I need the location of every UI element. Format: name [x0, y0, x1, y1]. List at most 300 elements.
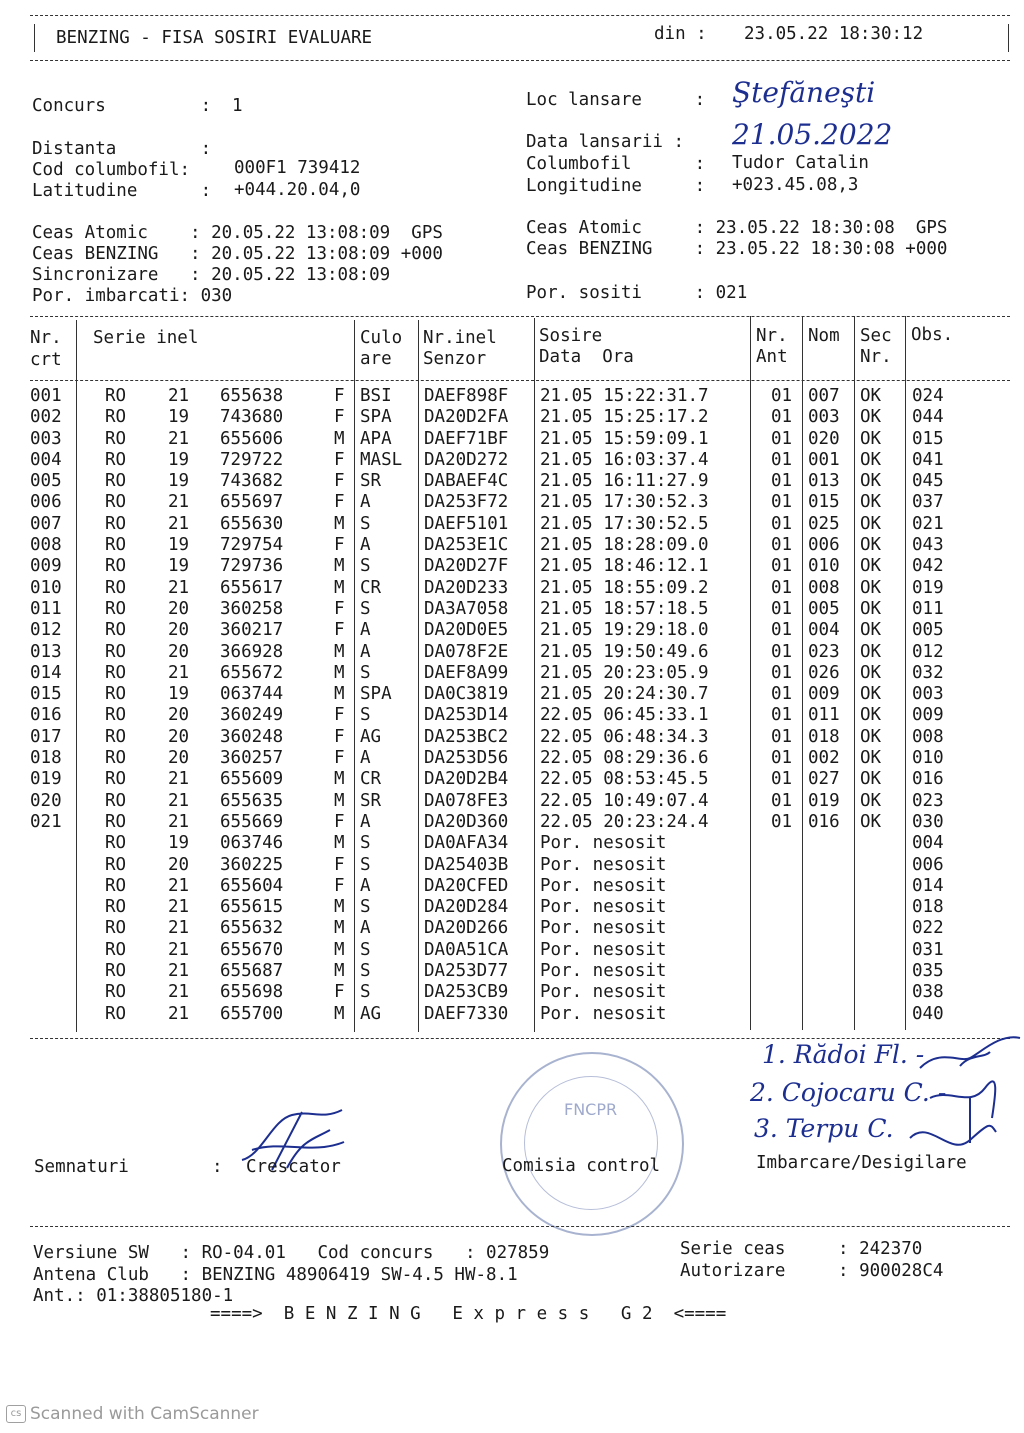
row-arrival: 21.05 19:50:49.6 [540, 641, 709, 662]
row-arrival: Por. nesosit [540, 854, 667, 875]
table-row [30, 471, 1020, 492]
row-antenna: 01 [771, 513, 793, 534]
row-color: A [360, 811, 371, 832]
row-ring: 360257 [220, 748, 284, 769]
row-nr: 011 [30, 598, 62, 619]
row-arrival: 21.05 18:57:18.5 [540, 598, 709, 619]
row-sex: F [334, 705, 345, 726]
row-nr: 014 [30, 662, 62, 683]
autorizare-line: Autorizare : 900028C4 [680, 1261, 944, 1281]
row-color: A [360, 641, 371, 662]
row-antenna: 01 [771, 492, 793, 513]
row-color: A [360, 875, 371, 896]
table-row [30, 492, 1020, 513]
row-sensor: DA20D284 [424, 897, 509, 918]
row-sex: F [334, 982, 345, 1003]
row-antenna: 01 [771, 535, 793, 556]
row-arrival: 21.05 15:22:31.7 [540, 386, 709, 406]
table-row [30, 876, 1020, 897]
row-color: S [360, 833, 371, 854]
row-arrival: 21.05 15:25:17.2 [540, 407, 709, 428]
row-arrival: 21.05 16:03:37.4 [540, 449, 709, 470]
row-sensor: DA25403B [424, 854, 509, 875]
row-year: 21 [168, 982, 190, 1003]
row-sex: F [334, 748, 345, 769]
row-obs: 031 [912, 939, 944, 960]
row-arrival: 22.05 08:29:36.6 [540, 748, 709, 769]
row-ring: 655635 [220, 790, 284, 811]
row-sex: M [334, 918, 345, 939]
row-sex: F [334, 535, 345, 556]
row-antenna: 01 [771, 577, 793, 598]
row-country: RO [105, 1003, 127, 1024]
document-title: BENZING - FISA SOSIRI EVALUARE [56, 28, 373, 48]
header-left-edge [34, 24, 35, 52]
row-arrival: Por. nesosit [540, 897, 667, 918]
table-row [30, 940, 1020, 961]
row-arrival: Por. nesosit [540, 918, 667, 939]
row-country: RO [105, 833, 127, 854]
row-sex: F [334, 620, 345, 641]
row-antenna: 01 [771, 641, 793, 662]
row-antenna: 01 [771, 790, 793, 811]
table-row [30, 812, 1020, 833]
table-row [30, 855, 1020, 876]
th-nr-1: Nr. [30, 328, 62, 348]
camscanner-icon: cs [6, 1405, 26, 1423]
row-country: RO [105, 556, 127, 577]
table-row [30, 407, 1020, 428]
camscanner-text: Scanned with CamScanner [30, 1404, 259, 1424]
row-year: 21 [168, 961, 190, 982]
row-arrival: 21.05 17:30:52.5 [540, 513, 709, 534]
row-arrival: 21.05 17:30:52.3 [540, 492, 709, 513]
row-ring: 729736 [220, 556, 284, 577]
por-imbarcati: Por. imbarcati: 030 [32, 286, 233, 306]
row-sex: F [334, 386, 345, 406]
row-ring: 729754 [220, 535, 284, 556]
row-color: SR [360, 790, 382, 811]
row-obs: 040 [912, 1003, 944, 1024]
row-country: RO [105, 577, 127, 598]
row-sensor: DAEF8A99 [424, 662, 509, 683]
row-year: 21 [168, 769, 190, 790]
row-year: 19 [168, 556, 190, 577]
table-row [30, 642, 1020, 663]
row-year: 20 [168, 641, 190, 662]
row-sex: M [334, 1003, 345, 1024]
row-country: RO [105, 790, 127, 811]
row-color: A [360, 492, 371, 513]
row-nr: 021 [30, 811, 62, 832]
row-sec: OK [860, 598, 882, 619]
row-sensor: DA20D2FA [424, 407, 509, 428]
row-sensor: DA0C3819 [424, 684, 509, 705]
table-row [30, 578, 1020, 599]
row-country: RO [105, 407, 127, 428]
row-sensor: DA078FE3 [424, 790, 509, 811]
row-nr: 007 [30, 513, 62, 534]
header-top-rule [30, 15, 1010, 16]
row-obs: 045 [912, 471, 944, 492]
row-sensor: DA20D27F [424, 556, 509, 577]
imbarcare-signature [900, 1028, 1024, 1168]
row-ring: 655698 [220, 982, 284, 1003]
row-sex: M [334, 769, 345, 790]
row-year: 21 [168, 897, 190, 918]
row-nr: 005 [30, 471, 62, 492]
row-obs: 018 [912, 897, 944, 918]
row-year: 20 [168, 726, 190, 747]
row-sex: M [334, 662, 345, 683]
row-ring: 360258 [220, 598, 284, 619]
row-color: S [360, 705, 371, 726]
row-country: RO [105, 875, 127, 896]
row-nr: 008 [30, 535, 62, 556]
row-year: 21 [168, 918, 190, 939]
handwritten-name-3: 3. Terpu C. [754, 1114, 894, 1143]
row-sec: OK [860, 577, 882, 598]
row-arrival: 21.05 16:11:27.9 [540, 471, 709, 492]
row-obs: 044 [912, 407, 944, 428]
th-culo-1: Culo [360, 328, 403, 348]
header-bottom-rule [30, 60, 1010, 61]
header-din-label: din : [654, 24, 707, 44]
row-nr: 018 [30, 748, 62, 769]
row-year: 21 [168, 428, 190, 449]
row-ring: 655697 [220, 492, 284, 513]
row-country: RO [105, 428, 127, 449]
row-sec: OK [860, 428, 882, 449]
row-sex: M [334, 961, 345, 982]
table-row [30, 1004, 1020, 1025]
table-row [30, 982, 1020, 1003]
table-row [30, 769, 1020, 790]
serie-ceas-line: Serie ceas : 242370 [680, 1239, 923, 1259]
th-ant-2: Ant [756, 347, 788, 367]
row-year: 19 [168, 535, 190, 556]
row-arrival: 21.05 18:28:09.0 [540, 535, 709, 556]
row-country: RO [105, 641, 127, 662]
row-color: S [360, 854, 371, 875]
row-year: 20 [168, 705, 190, 726]
table-row [30, 727, 1020, 748]
header-right-edge [1008, 24, 1009, 52]
row-color: S [360, 556, 371, 577]
row-year: 20 [168, 854, 190, 875]
row-country: RO [105, 726, 127, 747]
row-sensor: DAEF7330 [424, 1003, 509, 1024]
club-stamp-text: FNCPR [564, 1100, 618, 1119]
row-sensor: DA20D2B4 [424, 769, 509, 790]
columbofil-value: Tudor Catalin [732, 153, 869, 173]
row-country: RO [105, 535, 127, 556]
ceas-atomic-end: Ceas Atomic : 23.05.22 18:30:08 GPS [526, 218, 948, 238]
row-sec: OK [860, 620, 882, 641]
row-sec: OK [860, 769, 882, 790]
th-obs: Obs. [911, 325, 954, 345]
row-country: RO [105, 662, 127, 683]
th-sosire-1: Sosire [539, 326, 603, 346]
row-year: 21 [168, 939, 190, 960]
columbofil-label: Columbofil : [526, 154, 706, 174]
table-row [30, 663, 1020, 684]
row-sex: M [334, 513, 345, 534]
row-nr: 006 [30, 492, 62, 513]
row-obs: 008 [912, 726, 944, 747]
footer-rule [30, 1226, 1010, 1227]
row-sec: OK [860, 662, 882, 683]
row-nom: 015 [808, 492, 840, 513]
concurs-value: 1 [232, 96, 243, 116]
row-sensor: DA3A7058 [424, 598, 509, 619]
row-nr: 019 [30, 769, 62, 790]
table-row [30, 684, 1020, 705]
row-sec: OK [860, 641, 882, 662]
row-year: 20 [168, 748, 190, 769]
row-country: RO [105, 449, 127, 470]
row-country: RO [105, 620, 127, 641]
ceas-benzing-end: Ceas BENZING : 23.05.22 18:30:08 +000 [526, 239, 948, 259]
imbarcare-label: Imbarcare/Desigilare [756, 1153, 967, 1173]
row-antenna: 01 [771, 684, 793, 705]
row-sec: OK [860, 492, 882, 513]
row-color: A [360, 535, 371, 556]
row-arrival: Por. nesosit [540, 875, 667, 896]
row-ring: 655632 [220, 918, 284, 939]
row-nom: 020 [808, 428, 840, 449]
cod-columbofil-value: 000F1 739412 [234, 158, 361, 178]
row-arrival: 22.05 20:23:24.4 [540, 811, 709, 832]
row-nom: 025 [808, 513, 840, 534]
club-stamp-inner-ring [524, 1076, 658, 1210]
row-arrival: Por. nesosit [540, 1003, 667, 1024]
row-color: S [360, 662, 371, 683]
row-sensor: DA0A51CA [424, 939, 509, 960]
row-ring: 655615 [220, 897, 284, 918]
row-antenna: 01 [771, 662, 793, 683]
row-sensor: DAEF898F [424, 386, 509, 406]
row-antenna: 01 [771, 471, 793, 492]
row-country: RO [105, 918, 127, 939]
row-color: A [360, 748, 371, 769]
table-row [30, 897, 1020, 918]
row-sex: M [334, 790, 345, 811]
loc-lansare-handwritten: Ştefăneşti [732, 76, 876, 109]
row-sex: M [334, 428, 345, 449]
row-sensor: DAEF5101 [424, 513, 509, 534]
row-ring: 360225 [220, 854, 284, 875]
row-country: RO [105, 897, 127, 918]
table-row [30, 535, 1020, 556]
row-ring: 655669 [220, 811, 284, 832]
row-nom: 013 [808, 471, 840, 492]
ant-line: Ant.: 01:38805180-1 [33, 1286, 234, 1306]
row-nom: 003 [808, 407, 840, 428]
row-sex: F [334, 811, 345, 832]
sincronizare: Sincronizare : 20.05.22 13:08:09 [32, 265, 391, 285]
row-sex: F [334, 854, 345, 875]
th-sec-2: Nr. [860, 347, 892, 367]
row-arrival: 21.05 19:29:18.0 [540, 620, 709, 641]
row-nom: 010 [808, 556, 840, 577]
longitudine-value: +023.45.08,3 [732, 175, 859, 195]
row-sex: M [334, 833, 345, 854]
versiune-line: Versiune SW : RO-04.01 Cod concurs : 027859 [33, 1243, 550, 1263]
row-antenna: 01 [771, 726, 793, 747]
row-sec: OK [860, 790, 882, 811]
table-row [30, 429, 1020, 450]
row-nom: 008 [808, 577, 840, 598]
table-row [30, 450, 1020, 471]
row-ring: 360249 [220, 705, 284, 726]
table-row [30, 599, 1020, 620]
row-sec: OK [860, 811, 882, 832]
row-nom: 007 [808, 386, 840, 406]
th-nom: Nom [808, 326, 840, 346]
th-nr-2: crt [30, 350, 62, 370]
concurs-label: Concurs : [32, 96, 212, 116]
row-sensor: DA253BC2 [424, 726, 509, 747]
table-row [30, 705, 1020, 726]
row-sensor: DA253D14 [424, 705, 509, 726]
row-country: RO [105, 982, 127, 1003]
row-country: RO [105, 598, 127, 619]
row-ring: 743680 [220, 407, 284, 428]
row-antenna: 01 [771, 598, 793, 619]
row-year: 21 [168, 662, 190, 683]
row-sex: M [334, 939, 345, 960]
table-bottom-rule [30, 1038, 1010, 1039]
row-arrival: 22.05 08:53:45.5 [540, 769, 709, 790]
row-year: 19 [168, 833, 190, 854]
cod-columbofil-label: Cod columbofil: [32, 160, 191, 180]
row-color: SR [360, 471, 382, 492]
row-sensor: DA253E1C [424, 535, 509, 556]
row-sex: M [334, 577, 345, 598]
row-year: 21 [168, 811, 190, 832]
row-nom: 004 [808, 620, 840, 641]
row-arrival: Por. nesosit [540, 833, 667, 854]
row-obs: 024 [912, 386, 944, 406]
row-sex: F [334, 471, 345, 492]
club-stamp [500, 1052, 684, 1236]
row-obs: 019 [912, 577, 944, 598]
row-nom: 011 [808, 705, 840, 726]
table-header-rule [30, 380, 1010, 381]
arrivals-table-body [30, 386, 1020, 1025]
row-sec: OK [860, 684, 882, 705]
table-row [30, 918, 1020, 939]
row-nr: 016 [30, 705, 62, 726]
row-ring: 655617 [220, 577, 284, 598]
handwritten-name-1: 1. Rădoi Fl. - [762, 1040, 925, 1069]
row-sensor: DABAEF4C [424, 471, 509, 492]
row-sensor: DA253CB9 [424, 982, 509, 1003]
row-sex: M [334, 641, 345, 662]
table-row [30, 514, 1020, 535]
row-sensor: DA20D266 [424, 918, 509, 939]
row-country: RO [105, 939, 127, 960]
row-color: AG [360, 1003, 382, 1024]
semnaturi-label: Semnaturi [34, 1157, 129, 1177]
row-sec: OK [860, 705, 882, 726]
table-row [30, 556, 1020, 577]
row-ring: 360217 [220, 620, 284, 641]
th-serie: Serie inel [93, 328, 199, 348]
row-nom: 005 [808, 598, 840, 619]
row-nom: 019 [808, 790, 840, 811]
row-ring: 655638 [220, 386, 284, 406]
row-nom: 001 [808, 449, 840, 470]
row-nom: 016 [808, 811, 840, 832]
row-obs: 012 [912, 641, 944, 662]
th-nrinel-2: Senzor [423, 349, 487, 369]
latitudine-label: Latitudine : [32, 181, 212, 201]
row-color: S [360, 961, 371, 982]
row-color: CR [360, 577, 382, 598]
row-sec: OK [860, 386, 882, 406]
row-year: 21 [168, 577, 190, 598]
row-antenna: 01 [771, 811, 793, 832]
row-sex: F [334, 875, 345, 896]
row-nom: 018 [808, 726, 840, 747]
row-sensor: DA20D360 [424, 811, 509, 832]
comisia-control-label: Comisia control [502, 1156, 661, 1176]
row-sensor: DAEF71BF [424, 428, 509, 449]
th-nrinel-1: Nr.inel [423, 328, 497, 348]
row-arrival: 21.05 20:23:05.9 [540, 662, 709, 683]
row-sex: M [334, 684, 345, 705]
row-country: RO [105, 684, 127, 705]
row-sex: F [334, 407, 345, 428]
row-sex: M [334, 556, 345, 577]
row-sensor: DA20D0E5 [424, 620, 509, 641]
row-color: S [360, 598, 371, 619]
row-year: 19 [168, 471, 190, 492]
row-year: 21 [168, 513, 190, 534]
row-obs: 010 [912, 748, 944, 769]
por-sositi: Por. sositi : 021 [526, 283, 748, 303]
row-nom: 023 [808, 641, 840, 662]
row-arrival: Por. nesosit [540, 982, 667, 1003]
row-arrival: 21.05 18:55:09.2 [540, 577, 709, 598]
row-sensor: DA0AFA34 [424, 833, 509, 854]
row-nr: 010 [30, 577, 62, 598]
row-sensor: DA078F2E [424, 641, 509, 662]
row-sensor: DA253D56 [424, 748, 509, 769]
row-obs: 041 [912, 449, 944, 470]
row-color: SPA [360, 684, 392, 705]
row-nr: 003 [30, 428, 62, 449]
row-antenna: 01 [771, 769, 793, 790]
row-antenna: 01 [771, 705, 793, 726]
row-obs: 032 [912, 662, 944, 683]
row-ring: 655670 [220, 939, 284, 960]
row-obs: 009 [912, 705, 944, 726]
row-arrival: 22.05 10:49:07.4 [540, 790, 709, 811]
row-sec: OK [860, 513, 882, 534]
row-sex: F [334, 449, 345, 470]
row-country: RO [105, 854, 127, 875]
row-color: A [360, 918, 371, 939]
row-country: RO [105, 769, 127, 790]
row-ring: 729722 [220, 449, 284, 470]
row-sec: OK [860, 556, 882, 577]
row-year: 21 [168, 492, 190, 513]
row-antenna: 01 [771, 620, 793, 641]
row-ring: 063746 [220, 833, 284, 854]
